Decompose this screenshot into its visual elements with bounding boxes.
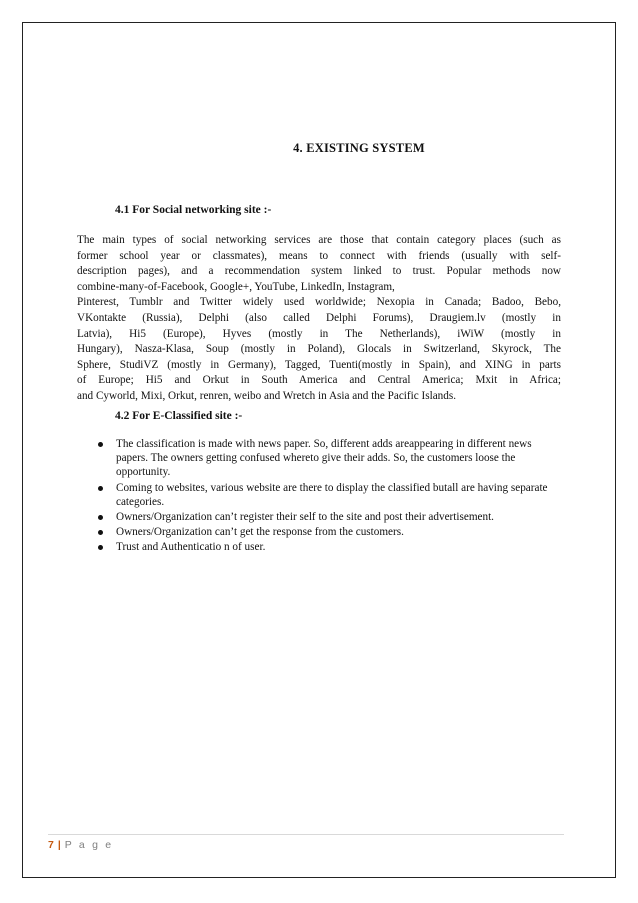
footer-divider	[48, 834, 564, 835]
bullet-text: Owners/Organization can’t get the response from the customers.	[116, 526, 404, 539]
bullet-item	[96, 525, 556, 539]
section-heading-social: 4.1 For Social networking site :-	[115, 204, 272, 216]
bullet-text: Owners/Organization can’t register their self to the site and post their advertisement.	[116, 511, 494, 524]
paragraph-line: of Europe; Hi5 and Orkut in South America and Central America; Mxit in Africa;	[77, 374, 561, 387]
bullet-dot-icon	[98, 486, 103, 491]
bullet-dot-icon	[98, 515, 103, 520]
paragraph-line: Latvia), Hi5 (Europe), Hyves (mostly in The Netherlands), iWiW (mostly in	[77, 327, 561, 340]
bullet-dot-icon	[98, 442, 103, 447]
page-word: P a g e	[64, 839, 114, 851]
section-paragraph-social	[77, 233, 561, 405]
bullet-text: The classification is made with news paper. So, different adds areappearing in different news papers. The owners getting confused whereto give their adds. So, the customers loose the opportunity.	[116, 438, 532, 479]
paragraph-line: The main types of social networking services are those that contain category places (such as	[77, 234, 561, 246]
bullet-text: Coming to websites, various website are there to display the classified butall are having separate categories.	[116, 481, 548, 508]
bullet-dot-icon	[98, 530, 103, 535]
paragraph-line: Hungary), Nasza-Klasa, Soup (mostly in Poland), Glocals in Switzerland, Skyrock, The	[77, 343, 561, 356]
bullet-list	[96, 437, 556, 556]
bullet-dot-icon	[98, 545, 103, 550]
page-footer	[48, 839, 113, 851]
footer-separator: |	[57, 839, 61, 851]
paragraph-line: combine-many-of-Facebook, Google+, YouTube, LinkedIn, Instagram,	[77, 280, 395, 293]
paragraph-line: Sphere, StudiVZ (mostly in Germany), Tagged, Tuenti(mostly in Spain), and XING in parts	[77, 358, 561, 371]
paragraph-line: VKontakte (Russia), Delphi (also called Delphi Forums), Draugiem.lv (mostly in	[77, 311, 561, 324]
bullet-item	[96, 540, 556, 554]
section-heading-classified: 4.2 For E-Classified site :-	[115, 410, 243, 422]
page-number: 7	[48, 839, 54, 851]
paragraph-line: and Cyworld, Mixi, Orkut, renren, weibo and Wretch in Asia and the Pacific Islands.	[77, 389, 457, 402]
bullet-item	[96, 437, 556, 480]
bullet-item	[96, 510, 556, 524]
page-title: 4. EXISTING SYSTEM	[293, 141, 425, 155]
paragraph-line: description pages), and a recommendation system linked to trust. Popular methods now	[77, 265, 561, 278]
bullet-text: Trust and Authenticatio n of user.	[116, 541, 266, 554]
bullet-item	[96, 481, 556, 509]
paragraph-line: former school year or classmates), means to connect with friends (usually with self-	[77, 249, 561, 262]
paragraph-line: Pinterest, Tumblr and Twitter widely used worldwide; Nexopia in Canada; Badoo, Bebo,	[77, 296, 561, 309]
